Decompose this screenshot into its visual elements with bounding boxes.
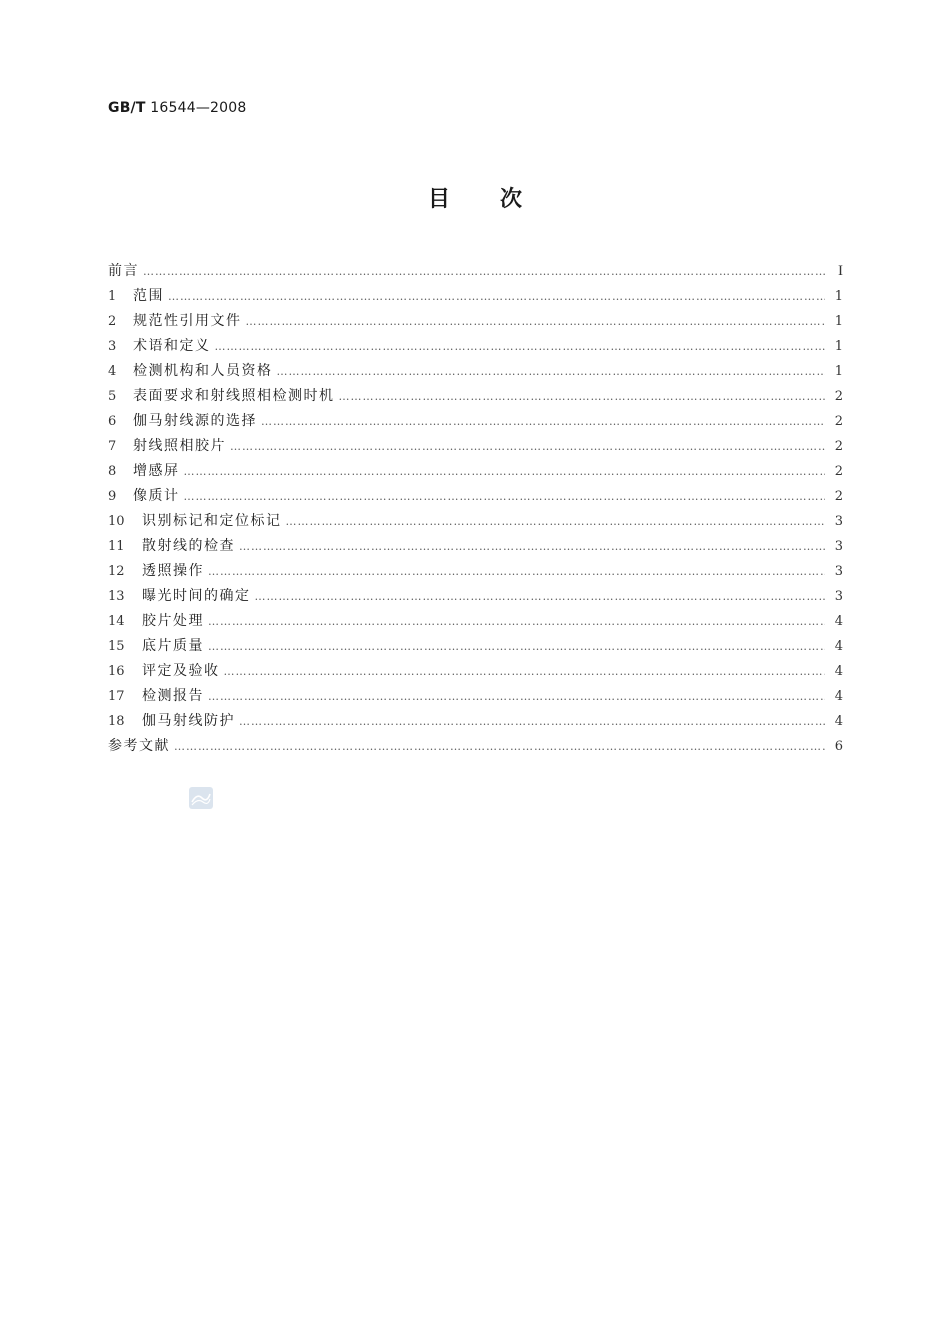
toc-entry-label: 透照操作 bbox=[142, 563, 204, 579]
toc-entry[interactable] bbox=[108, 384, 843, 409]
toc-entry-label: 射线照相胶片 bbox=[133, 438, 226, 454]
toc-entry-number: 13 bbox=[108, 589, 125, 604]
toc-entry-number: 3 bbox=[108, 339, 117, 354]
table-of-contents bbox=[108, 259, 843, 759]
toc-entry-label: 前言 bbox=[108, 263, 139, 279]
toc-entry[interactable] bbox=[108, 734, 843, 759]
toc-entry-label: 曝光时间的确定 bbox=[142, 588, 251, 604]
toc-leader-dots bbox=[208, 609, 825, 634]
toc-leader-dots bbox=[208, 634, 825, 659]
toc-entry-page: 1 bbox=[834, 289, 843, 304]
toc-entry-number: 7 bbox=[108, 439, 117, 454]
toc-entry-page: 3 bbox=[834, 589, 843, 604]
toc-entry-page: 2 bbox=[834, 389, 843, 404]
toc-entry[interactable] bbox=[108, 409, 843, 434]
toc-entry-label: 检测报告 bbox=[142, 688, 204, 704]
toc-entry-page: 1 bbox=[834, 364, 843, 379]
toc-leader-dots bbox=[174, 734, 825, 759]
toc-entry-page: 2 bbox=[834, 414, 843, 429]
toc-leader-dots bbox=[261, 409, 825, 434]
toc-entry-number: 15 bbox=[108, 639, 125, 654]
toc-entry-page: 4 bbox=[834, 689, 843, 704]
toc-entry-number: 14 bbox=[108, 614, 125, 629]
toc-leader-dots bbox=[230, 434, 825, 459]
toc-entry-label: 伽马射线防护 bbox=[142, 713, 235, 729]
toc-entry[interactable] bbox=[108, 359, 843, 384]
toc-entry-label: 散射线的检查 bbox=[142, 538, 235, 554]
toc-entry-page: 3 bbox=[834, 539, 843, 554]
toc-entry-page: 4 bbox=[834, 664, 843, 679]
toc-leader-dots bbox=[143, 259, 825, 284]
toc-leader-dots bbox=[184, 459, 826, 484]
toc-entry-number: 12 bbox=[108, 564, 125, 579]
toc-entry-page: 2 bbox=[834, 464, 843, 479]
standard-code bbox=[108, 100, 246, 116]
toc-entry-label: 识别标记和定位标记 bbox=[142, 513, 282, 529]
toc-entry-number: 9 bbox=[108, 489, 117, 504]
toc-entry-page: 4 bbox=[834, 714, 843, 729]
toc-leader-dots bbox=[208, 684, 825, 709]
toc-entry-page: 6 bbox=[834, 739, 843, 754]
toc-entry[interactable] bbox=[108, 584, 843, 609]
sac-logo-icon bbox=[189, 787, 213, 809]
toc-entry-label: 伽马射线源的选择 bbox=[133, 413, 257, 429]
toc-entry-page: 2 bbox=[834, 439, 843, 454]
toc-entry[interactable] bbox=[108, 634, 843, 659]
toc-entry[interactable] bbox=[108, 509, 843, 534]
toc-leader-dots bbox=[168, 284, 825, 309]
toc-entry-label: 胶片处理 bbox=[142, 613, 204, 629]
toc-leader-dots bbox=[255, 584, 826, 609]
toc-leader-dots bbox=[224, 659, 826, 684]
toc-entry-page: 2 bbox=[834, 489, 843, 504]
toc-entry-page: 4 bbox=[834, 639, 843, 654]
toc-entry-label: 术语和定义 bbox=[133, 338, 211, 354]
toc-entry[interactable] bbox=[108, 484, 843, 509]
toc-entry[interactable] bbox=[108, 259, 843, 284]
toc-entry-number: 18 bbox=[108, 714, 125, 729]
toc-entry[interactable] bbox=[108, 609, 843, 634]
toc-entry[interactable] bbox=[108, 534, 843, 559]
toc-entry-number: 2 bbox=[108, 314, 117, 329]
toc-entry-number: 11 bbox=[108, 539, 125, 554]
toc-entry-number: 16 bbox=[108, 664, 125, 679]
toc-entry-page: I bbox=[838, 263, 843, 279]
toc-entry-number: 8 bbox=[108, 464, 117, 479]
toc-entry-label: 规范性引用文件 bbox=[133, 313, 242, 329]
toc-entry-page: 4 bbox=[834, 614, 843, 629]
toc-entry-page: 3 bbox=[834, 564, 843, 579]
toc-leader-dots bbox=[208, 559, 825, 584]
toc-leader-dots bbox=[239, 534, 825, 559]
toc-entry-number: 5 bbox=[108, 389, 117, 404]
toc-entry-page: 1 bbox=[834, 314, 843, 329]
toc-entry-label: 检测机构和人员资格 bbox=[133, 363, 273, 379]
toc-entry-number: 10 bbox=[108, 514, 125, 529]
toc-entry[interactable] bbox=[108, 459, 843, 484]
standard-prefix: GB/T bbox=[108, 100, 146, 116]
toc-leader-dots bbox=[215, 334, 826, 359]
toc-leader-dots bbox=[239, 709, 825, 734]
toc-entry-page: 1 bbox=[834, 339, 843, 354]
toc-entry-number: 1 bbox=[108, 289, 117, 304]
toc-entry[interactable] bbox=[108, 659, 843, 684]
standard-number: 16544—2008 bbox=[150, 100, 247, 116]
toc-entry-label: 增感屏 bbox=[133, 463, 180, 479]
toc-entry[interactable] bbox=[108, 684, 843, 709]
page-title: 目次 bbox=[427, 187, 572, 212]
toc-leader-dots bbox=[339, 384, 826, 409]
toc-entry[interactable] bbox=[108, 284, 843, 309]
toc-entry-number: 4 bbox=[108, 364, 117, 379]
toc-entry-label: 底片质量 bbox=[142, 638, 204, 654]
toc-entry[interactable] bbox=[108, 434, 843, 459]
toc-leader-dots bbox=[184, 484, 826, 509]
toc-entry-label: 表面要求和射线照相检测时机 bbox=[133, 388, 335, 404]
toc-entry[interactable] bbox=[108, 309, 843, 334]
toc-entry-number: 6 bbox=[108, 414, 117, 429]
toc-leader-dots bbox=[286, 509, 826, 534]
toc-entry-page: 3 bbox=[834, 514, 843, 529]
toc-entry[interactable] bbox=[108, 559, 843, 584]
toc-leader-dots bbox=[277, 359, 826, 384]
toc-entry[interactable] bbox=[108, 709, 843, 734]
toc-entry-label: 像质计 bbox=[133, 488, 180, 504]
toc-entry-label: 范围 bbox=[133, 288, 164, 304]
toc-leader-dots bbox=[246, 309, 826, 334]
toc-entry[interactable] bbox=[108, 334, 843, 359]
toc-entry-number: 17 bbox=[108, 689, 125, 704]
toc-entry-label: 参考文献 bbox=[108, 738, 170, 754]
toc-entry-label: 评定及验收 bbox=[142, 663, 220, 679]
